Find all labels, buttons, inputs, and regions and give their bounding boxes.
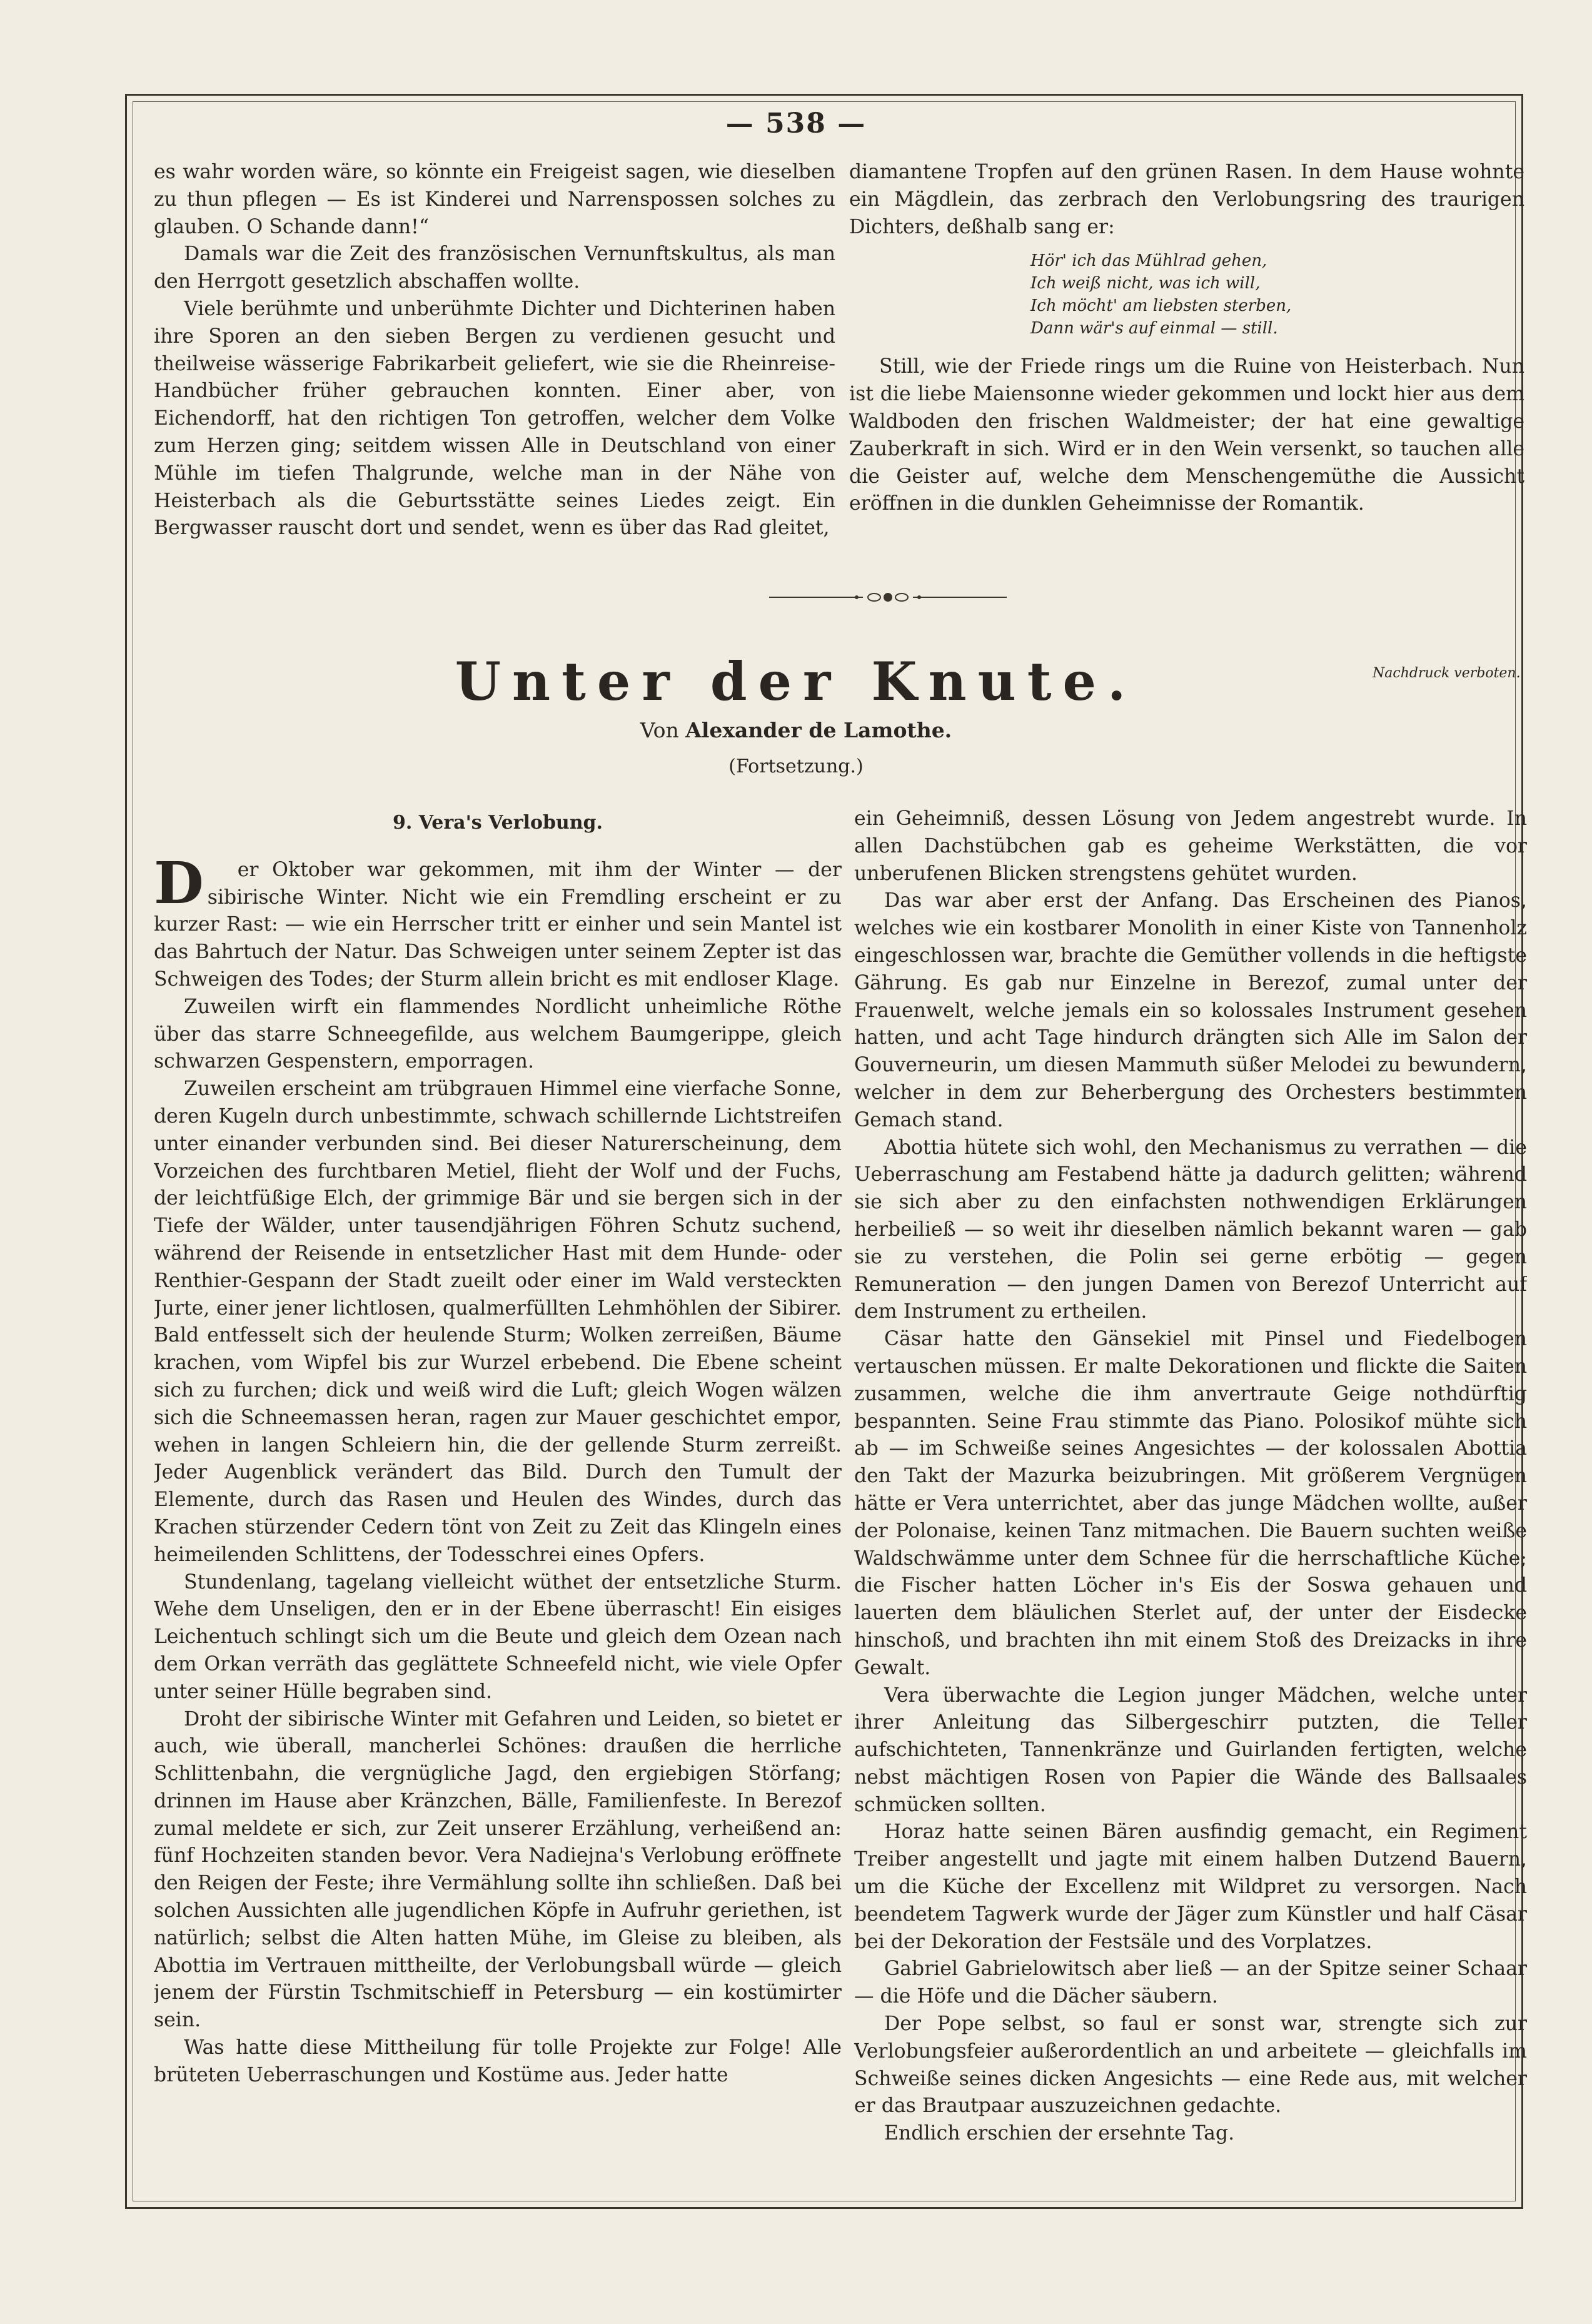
paragraph: Horaz hatte seinen Bären ausfindig gemacht, ein Regiment Treiber angestellt und jagte mit einem halben Dutzend Bauern, um die Küche der Excellenz mit Wildpret zu versorgen. Nach beendetem Tagwerk wurde der Jäger zum Künstler und half Cäsar bei der Dekoration der Festsäle und des Vorplatzes.	[854, 1821, 1527, 1953]
top-left-column	[154, 159, 835, 547]
reprint-notice: Nachdruck verboten.	[1373, 665, 1521, 681]
paragraph: es wahr worden wäre, so könnte ein Freigeist sagen, wie dieselben zu thun pflegen — Es ist Kinderei und Narrenspossen solches zu glauben. O Schande dann!“	[154, 161, 835, 238]
article-title: Unter der Knute.	[455, 650, 1137, 712]
paragraph: Droht der sibirische Winter mit Gefahren und Leiden, so bietet er auch, wie überall, mancherlei Schönes: draußen die herrliche Schlittenbahn, die vergnügliche Jagd, den ergiebigen Störfang; drinnen im Hause aber Kränzchen, Bälle, Familienfeste. In Berezof zumal meldete er sich, zur Zeit unserer Erzählung, verheißend an: fünf Hochzeiten standen bevor. Vera Nadiejna's Verlobung eröffnete den Reigen der Feste; ihre Vermählung sollte ihn schließen. Daß bei solchen Aussichten alle jugendlichen Köpfe in Aufruhr geriethen, ist natürlich; selbst die Alten hatten Mühe, im Gleise zu bleiben, als Abottia im Vertrauen mittheilte, der Verlobungsball würde — gleich jenem der Fürstin Tschmitschieff in Petersburg — ein kostümirter sein.	[154, 1707, 842, 2032]
poem-line: Ich weiß nicht, was ich will,	[1030, 274, 1261, 293]
paragraph: Gabriel Gabrielowitsch aber ließ — an der Spitze seiner Schaar — die Höfe und die Dächer säubern.	[854, 1958, 1527, 2008]
paragraph-text: er Oktober war gekommen, mit ihm der Winter — der sibirische Winter. Nicht wie ein Fremdling erscheint er zu kurzer Rast: — wie ein Herrscher tritt er einher und sein Mantel ist das Bahrtuch der Natur. Das Schweigen unter seinem Zepter ist das Schweigen des Todes; der Sturm allein bricht es mit endloser Klage.	[154, 858, 842, 991]
poem-line: Ich möcht' am liebsten sterben,	[1030, 296, 1292, 316]
chapter-heading: 9. Vera's Verlobung.	[393, 812, 603, 834]
page-number: — 538 —	[725, 108, 867, 139]
paragraph	[154, 849, 842, 994]
paragraph: diamantene Tropfen auf den grünen Rasen. In dem Hause wohnte ein Mägdlein, das zerbrach den Verlobungsring des traurigen Dichters, deßhalb sang er:	[849, 161, 1524, 238]
top-right-column	[849, 159, 1524, 547]
article-right-column	[854, 806, 1527, 2175]
poem-line: Hör' ich das Mühlrad gehen,	[1030, 251, 1267, 271]
article-left-column	[154, 806, 842, 2175]
paragraph: Der Pope selbst, so faul er sonst war, strengte sich zur Verlobungsfeier außerordentlich an und arbeitete — gleichfalls im Schweiße seines dicken Angesichts — eine Rede aus, mit welcher er das Brautpaar auszuzeichnen gedachte.	[854, 2013, 1527, 2118]
paragraph: Cäsar hatte den Gänsekiel mit Pinsel und Fiedelbogen vertauschen müssen. Er malte Dekorationen und flickte die Saiten zusammen, welche die ihm anvertraute Geige nothdürftig bespannten. Seine Frau stimmte das Piano. Polosikof mühte sich ab — im Schweiße seines Angesichtes — der kolossalen Abottia den Takt der Mazurka beizubringen. Mit größerem Vergnügen hätte er Vera unterrichtet, aber das junge Mädchen wollte, außer der Polonaise, keinen Tanz mitmachen. Die Bauern suchten weiße Waldschwämme unter dem Schnee für die herrschaftliche Küche; die Fischer hatten Löcher in's Eis der Soswa gehauen und lauerten dem bläulichen Sterlet auf, der unter der Eisdecke hinschoß, und brachten ihn mit einem Stoß des Dreizacks in ihre Gewalt.	[854, 1328, 1527, 1679]
poem-line: Dann wär's auf einmal — still.	[1030, 319, 1278, 338]
paragraph: Endlich erschien der ersehnte Tag.	[884, 2122, 1235, 2145]
author-name: Alexander de Lamothe.	[685, 718, 952, 742]
paragraph: Das war aber erst der Anfang. Das Erscheinen des Pianos, welches wie ein kostbarer Monolith in einer Kiste von Tannenholz eingeschlossen war, brachte die Gemüther vollends in die heftigste Gährung. Es gab nur Einzelne in Berezof, zumal unter der Frauenwelt, welche jemals ein so kolossales Instrument gesehen hatten, und acht Tage hindurch drängten sich Alle im Salon der Gouverneurin, um diesen Mammuth süßer Melodei zu bewundern, welcher in dem zur Beherbergung des Orchesters bestimmten Gemach stand.	[854, 889, 1527, 1131]
byline-prefix: Von	[640, 718, 679, 742]
ornamental-divider-icon	[769, 588, 1007, 607]
paragraph: Zuweilen erscheint am trübgrauen Himmel eine vierfache Sonne, deren Kugeln durch unbestimmte, schwach schillernde Lichtstreifen unter einander verbunden sind. Bei dieser Naturerscheinung, dem Vorzeichen des furchtbaren Metiel, flieht der Wolf und der Fuchs, der leichtfüßige Elch, der grimmige Bär und sie bergen sich in der Tiefe der Wälder, unter tausendjährigen Föhren Schutz suchend, während der Reisende in entsetzlicher Hast mit dem Hunde- oder Renthier-Gespann der Stadt zueilt oder einer im Wald versteckten Jurte, einer jener lichtlosen, qualmerfüllten Lehmhöhlen der Sibirer. Bald entfesselt sich der heulende Sturm; Wolken zerreißen, Bäume krachen, vom Wipfel bis zur Wurzel erbebend. Die Ebene scheint sich zu furchen; dick und weiß wird die Luft; gleich Wogen wälzen sich die Schneemassen heran, ragen zur Mauer geschichtet empor, wehen in langen Schleiern hin, die der gellende Sturm zerreißt. Jeder Augenblick verändert das Bild. Durch den Tumult der Elemente, durch das Rasen und Heulen des Windes, durch das Krachen stürzender Cedern tönt von Zeit zu Zeit das Klingeln eines heimeilenden Schlittens, der Todesschrei eines Opfers.	[154, 1078, 842, 1566]
paragraph: Stundenlang, tagelang vielleicht wüthet der entsetzliche Sturm. Wehe dem Unseligen, den er in der Ebene überrascht! Ein eisiges Leichentuch schlingt sich um die Beute und gleich dem Ozean nach dem Orkan verräth das geglättete Schneefeld nicht, wie viele Opfer unter seiner Hülle begraben sind.	[154, 1570, 842, 1703]
paragraph: Viele berühmte und unberühmte Dichter und Dichterinen haben ihre Sporen an den sieben Bergen zu verdienen gesucht und theilweise wässerige Fabrikarbeit geliefert, wie sie die Rheinreise-Handbücher früher gebrauchen konnten. Einer aber, von Eichendorff, hat den richtigen Ton getroffen, welcher dem Volke zum Herzen ging; seitdem wissen Alle in Deutschland von einer Mühle im tiefen Thalgrunde, welche man in der Nähe von Heisterbach als die Geburtsstätte seines Liedes zeigt. Ein Bergwasser rauscht dort und sendet, wenn es über das Rad gleitet,	[154, 297, 835, 540]
paragraph: ein Geheimniß, dessen Lösung von Jedem angestrebt wurde. In allen Dachstübchen gab es geheime Werkstätten, die vor unberufenen Blicken strengstens gehütet wurden.	[854, 807, 1527, 885]
paragraph: Abottia hütete sich wohl, den Mechanismus zu verrathen — die Ueberraschung am Festabend hätte ja dadurch gelitten; während sie sich aber zu den einfachsten nothwendigen Erklärungen herbeiließ — so weit ihr dieselben nämlich bekannt waren — gab sie zu verstehen, die Polin sei gerne erbötig — gegen Remuneration — den jungen Damen von Berezof Unterricht auf dem Instrument zu ertheilen.	[854, 1136, 1527, 1323]
paragraph: Zuweilen wirft ein flammendes Nordlicht unheimliche Röthe über das starre Schneegefilde, aus welchem Baumgerippe, gleich schwarzen Gespenstern, emporragen.	[154, 995, 842, 1073]
paragraph: Still, wie der Friede rings um die Ruine von Heisterbach. Nun ist die liebe Maiensonne wieder gekommen und lockt hier aus dem Waldboden den frischen Waldmeister; der hat eine gewaltige Zauberkraft in sich. Wird er in den Wein versenkt, so tauchen alle die Geister auf, welche dem Menschengemüthe die Aussicht eröffnen in die dunklen Geheimnisse der Romantik.	[849, 355, 1524, 515]
drop-cap: D	[154, 849, 204, 917]
paragraph: Was hatte diese Mittheilung für tolle Projekte zur Folge! Alle brüteten Ueberraschungen und Kostüme aus. Jeder hatte	[154, 2036, 842, 2086]
paragraph: Damals war die Zeit des französischen Vernunftskultus, als man den Herrgott gesetzlich abschaffen wollte.	[154, 243, 835, 293]
poem-stanza	[849, 250, 1524, 340]
paragraph: Vera überwachte die Legion junger Mädchen, welche unter ihrer Anleitung das Silbergeschirr putzten, die Teller aufschichteten, Tannenkränze und Guirlanden fertigten, welche nebst mächtigen Rosen von Papier die Wände des Ballsaales schmücken sollten.	[854, 1684, 1527, 1816]
continuation-note: (Fortsetzung.)	[728, 755, 864, 777]
byline	[0, 718, 1592, 742]
